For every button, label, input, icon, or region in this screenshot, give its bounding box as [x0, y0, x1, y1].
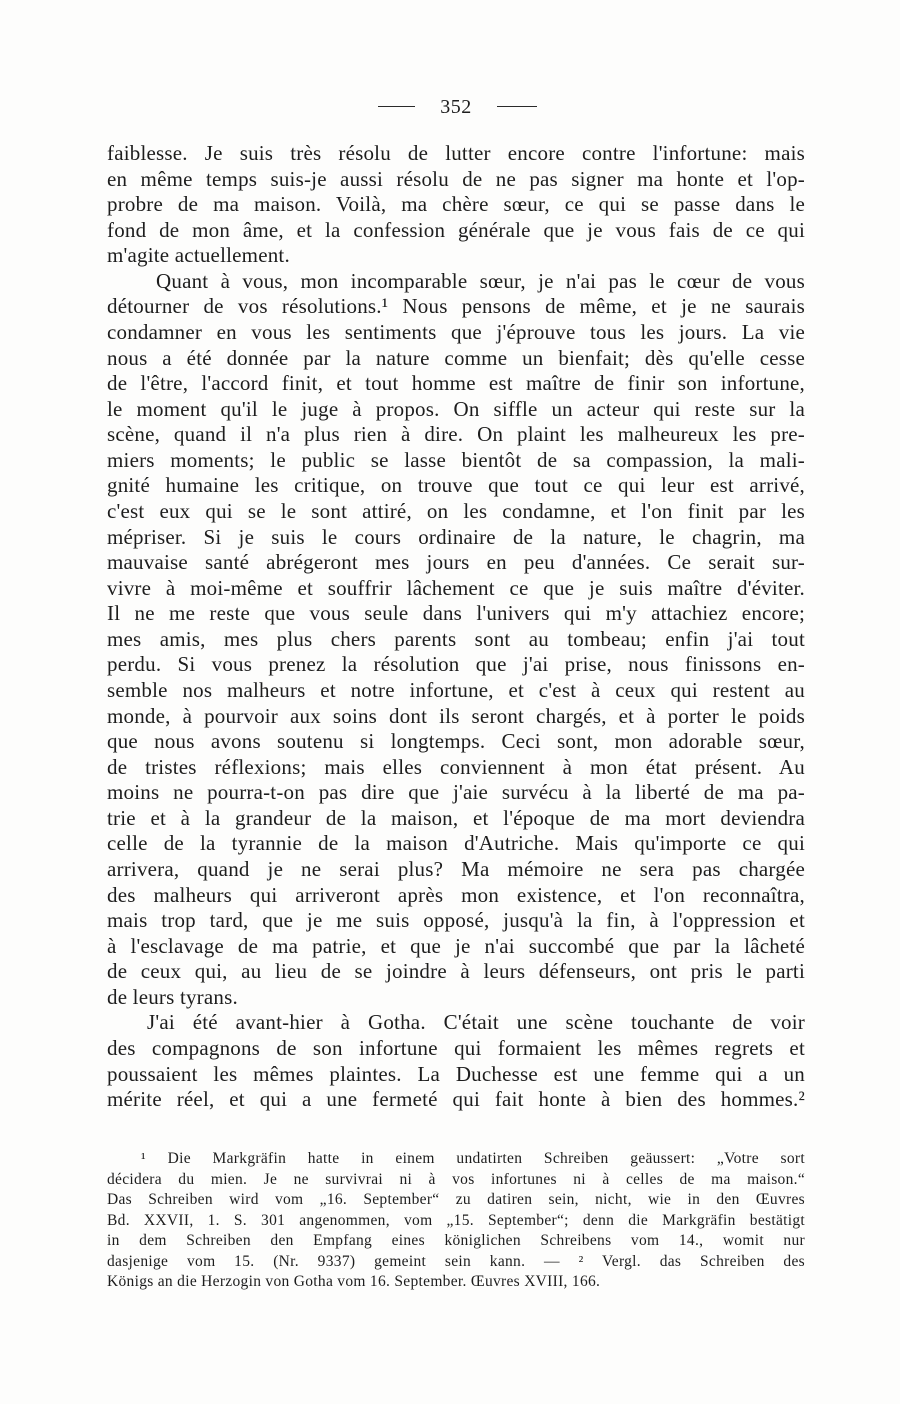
header-rule-right [497, 106, 537, 107]
text-line: de tristes réflexions; mais elles conviennent à mon état présent. Au [107, 755, 805, 779]
text-line: nous a été donnée par la nature comme un bienfait; dès qu'elle cesse [107, 346, 805, 370]
text-line: mais trop tard, que je me suis opposé, jusqu'à la fin, à l'oppression et [107, 908, 805, 932]
text-line: que nous avons soutenu si longtemps. Ceci sont, mon adorable sœur, [107, 729, 805, 753]
text-line: condamner en vous les sentiments que j'éprouve tous les jours. La vie [107, 320, 805, 344]
text-line: gnité humaine les critique, on trouve que tout ce qui leur est arrivé, [107, 473, 805, 497]
text-line: mérite réel, et qui a une fermeté qui fait honte à bien des hommes.² [107, 1087, 805, 1111]
text-line: faiblesse. Je suis très résolu de lutter encore contre l'infortune: mais [107, 141, 805, 165]
text-line: de l'être, l'accord finit, et tout homme est maître de finir son infortune, [107, 371, 805, 395]
text-line: détourner de vos résolutions.¹ Nous pensons de même, et je ne saurais [107, 294, 805, 318]
text-line: Quant à vous, mon incomparable sœur, je n'ai pas le cœur de vous [156, 269, 805, 293]
text-line: des compagnons de son infortune qui formaient les mêmes regrets et [107, 1036, 805, 1060]
text-line: poussaient les mêmes plaintes. La Duchesse est une femme qui a un [107, 1062, 805, 1086]
text-line: mépriser. Si je suis le cours ordinaire de la nature, le chagrin, ma [107, 525, 805, 549]
footnote-line: Königs an die Herzogin von Gotha vom 16. September. Œuvres XVIII, 166. [107, 1273, 601, 1290]
footnote-line: décidera du mien. Je ne survivrai ni à vos infortunes ni à celles de ma maison.“ [107, 1171, 805, 1188]
text-line: arrivera, quand je ne serai plus? Ma mémoire ne sera pas chargée [107, 857, 805, 881]
text-line: J'ai été avant-hier à Gotha. C'était une scène touchante de voir [147, 1010, 805, 1034]
text-line: monde, à pourvoir aux soins dont ils seront chargés, et à porter le poids [107, 704, 805, 728]
footnote-line: dasjenige vom 15. (Nr. 9337) gemeint sein kann. — ² Vergl. das Schreiben des [107, 1253, 805, 1270]
text-line: fond de mon âme, et la confession générale que je vous fais de ce qui [107, 218, 805, 242]
text-line: de ceux qui, au lieu de se joindre à leurs défenseurs, ont pris le parti [107, 959, 805, 983]
text-line: mauvaise santé abrégeront mes jours en peu d'années. Ce serait sur- [107, 550, 805, 574]
text-line: vivre à moi-même et souffrir lâchement ce que je suis maître d'éviter. [107, 576, 805, 600]
text-line: probre de ma maison. Voilà, ma chère sœur, ce qui se passe dans le [107, 192, 805, 216]
text-line: celle de la tyrannie de la maison d'Autriche. Mais qu'importe ce qui [107, 831, 805, 855]
footnote-line: Das Schreiben wird vom „16. September“ zu datiren sein, nicht, wie in den Œuvres [107, 1191, 805, 1208]
text-line: c'est eux qui se le sont attiré, on les condamne, et l'on finit par les [107, 499, 805, 523]
page-number: 352 [440, 96, 472, 118]
text-line: trie et à la grandeur de la maison, et l'époque de ma mort deviendra [107, 806, 805, 830]
header-rule-left [378, 106, 415, 107]
footnote-line: ¹ Die Markgräfin hatte in einem undatirten Schreiben geäussert: „Votre sort [141, 1150, 805, 1167]
text-line: en même temps suis-je aussi résolu de ne pas signer ma honte et l'op- [107, 167, 805, 191]
text-line: à l'esclavage de ma patrie, et que je n'ai succombé que par la lâcheté [107, 934, 805, 958]
text-line: de leurs tyrans. [107, 985, 238, 1009]
footnote-line: Bd. XXVII, 1. S. 301 angenommen, vom „15. September“; denn die Markgräfin bestätigt [107, 1212, 805, 1229]
text-line: moins ne pourra-t-on pas dire que j'aie survécu à la liberté de ma pa- [107, 780, 805, 804]
text-line: scène, quand il n'a plus rien à dire. On plaint les malheureux les pre- [107, 422, 805, 446]
text-line: des malheurs qui arriveront après mon existence, et l'on reconnaîtra, [107, 883, 805, 907]
text-line: mes amis, mes plus chers parents sont au tombeau; enfin j'ai tout [107, 627, 805, 651]
text-line: m'agite actuellement. [107, 243, 290, 267]
text-line: Il ne me reste que vous seule dans l'univers qui m'y attachiez encore; [107, 601, 805, 625]
text-line: perdu. Si vous prenez la résolution que j'ai prise, nous finissons en- [107, 652, 805, 676]
text-line: miers moments; le public se lasse bientôt de sa compassion, la mali- [107, 448, 805, 472]
footnote-line: in dem Schreiben den Empfang eines königlichen Schreibens vom 14., womit nur [107, 1232, 805, 1249]
text-line: le moment qu'il le juge à propos. On siffle un acteur qui reste sur la [107, 397, 805, 421]
text-line: semble nos malheurs et notre infortune, et c'est à ceux qui restent au [107, 678, 805, 702]
